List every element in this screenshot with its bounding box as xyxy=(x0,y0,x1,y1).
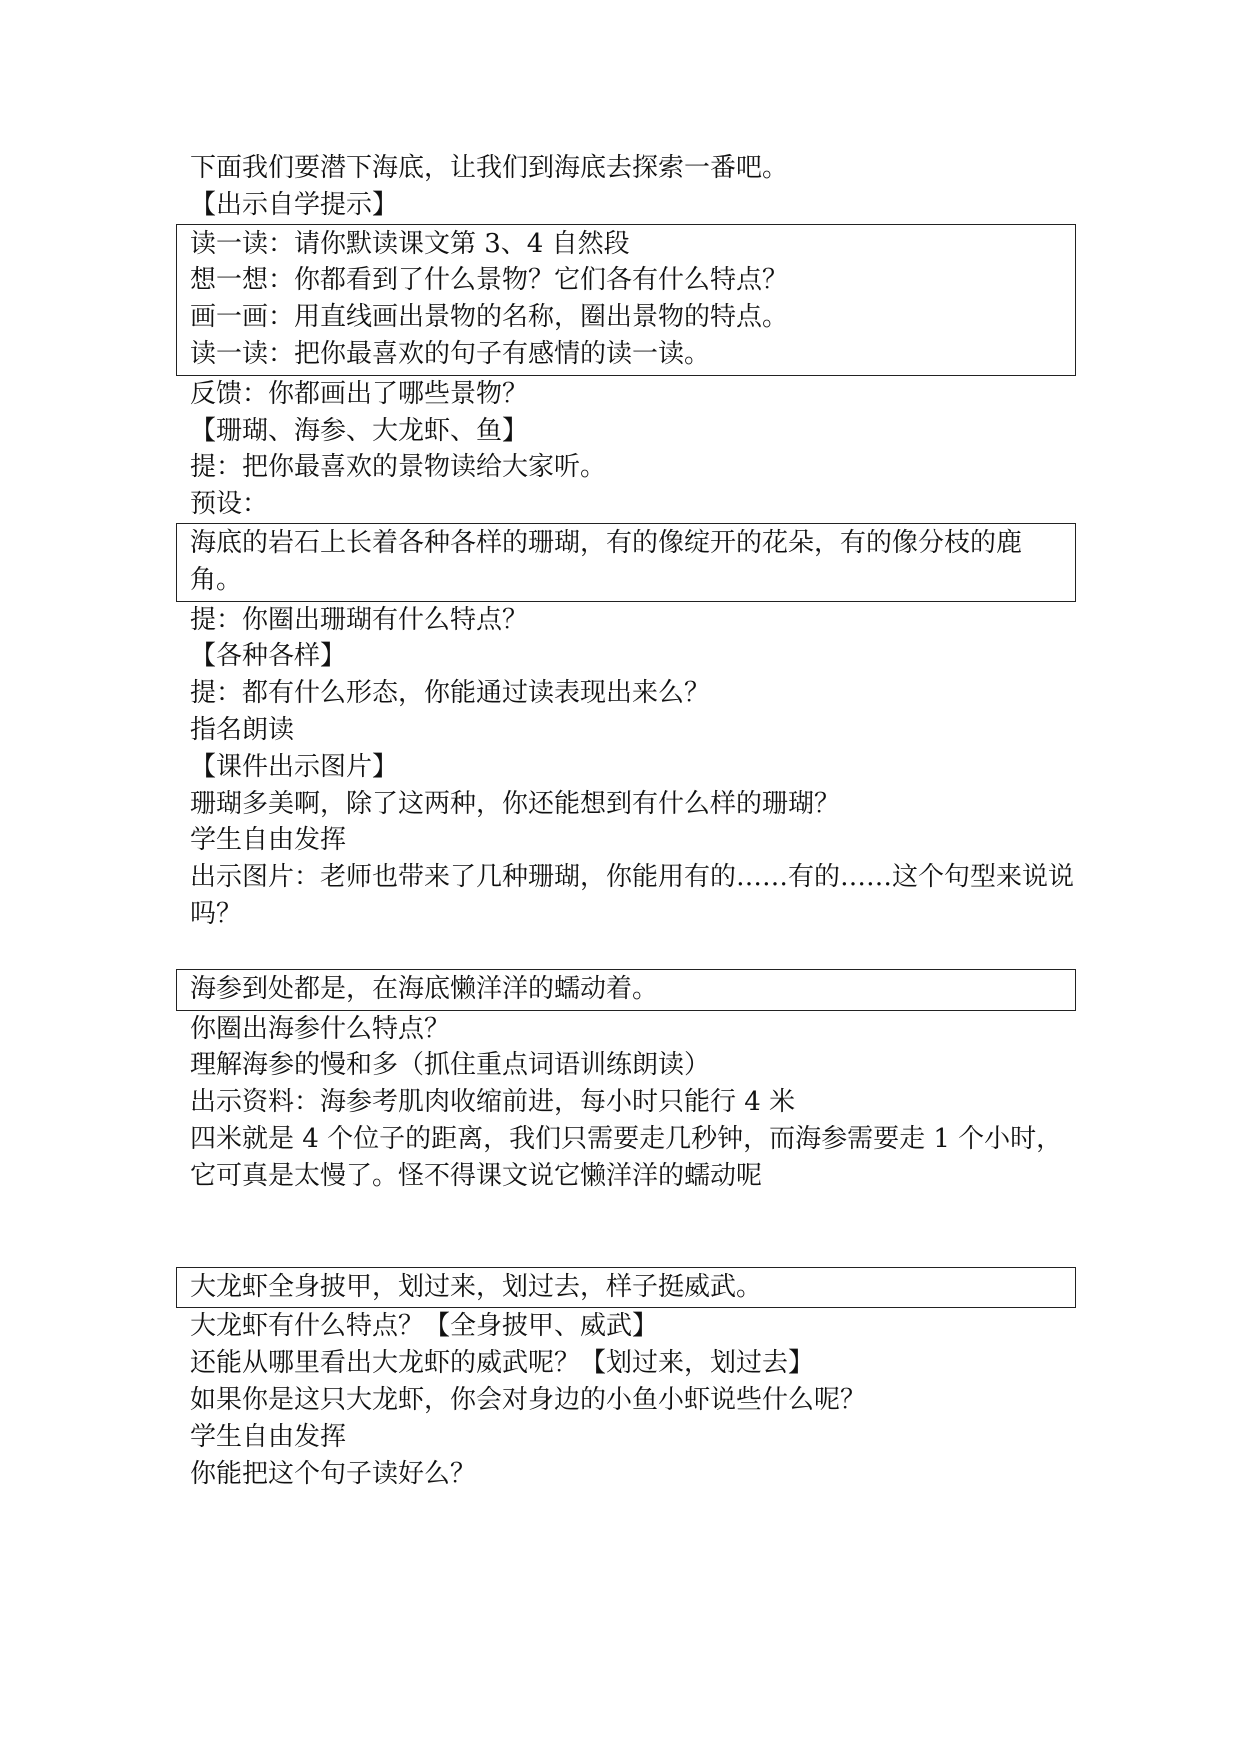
coral-question-1: 提：你圈出珊瑚有什么特点？ xyxy=(190,604,529,635)
lobster-free-response: 学生自由发挥 xyxy=(190,1421,347,1452)
coral-free-response: 学生自由发挥 xyxy=(190,825,347,856)
coral-quote: 海底的岩石上长着各种各样的珊瑚，有的像绽开的花朵，有的像分枝的鹿角。 xyxy=(190,527,1023,595)
coral-question-2: 提：都有什么形态，你能通过读表现出来么？ xyxy=(190,678,711,709)
coral-question-3: 珊瑚多美啊，除了这两种，你还能想到有什么样的珊瑚？ xyxy=(190,788,841,819)
lobster-quote-box xyxy=(176,1267,1076,1309)
coral-slide-note: 【课件出示图片】 xyxy=(190,751,399,782)
tip-read-line: 读一读：请你默读课文第 3、4 自然段 xyxy=(190,228,630,259)
spacer xyxy=(190,933,1080,969)
lobster-read-prompt: 你能把这个句子读好么？ xyxy=(190,1458,477,1489)
sea-cucumber-quote-box xyxy=(176,969,1076,1011)
lobster-question-2: 还能从哪里看出大龙虾的威武呢？【划过来，划过去】 xyxy=(190,1348,815,1379)
document-body xyxy=(190,150,1080,1492)
coral-pictures-text: 出示图片：老师也带来了几种珊瑚，你能用有的……有的……这个句型来说说吗？ xyxy=(190,862,1075,929)
spacer xyxy=(190,1195,1080,1267)
intro-text: 下面我们要潜下海底，让我们到海底去探索一番吧。 xyxy=(190,153,789,183)
sea-cucumber-understanding: 理解海参的慢和多（抓住重点词语训练朗读） xyxy=(190,1050,711,1081)
lobster-quote: 大龙虾全身披甲，划过来，划过去，样子挺威武。 xyxy=(190,1271,763,1302)
prompt-read-text: 提：把你最喜欢的景物读给大家听。 xyxy=(190,452,607,483)
feedback-text: 反馈：你都画出了哪些景物？ xyxy=(190,378,529,409)
self-study-tips-box xyxy=(176,224,1076,376)
tip-draw-line: 画一画：用直线画出景物的名称，圈出景物的特点。 xyxy=(190,302,789,333)
lobster-question-3: 如果你是这只大龙虾，你会对身边的小鱼小虾说些什么呢？ xyxy=(190,1384,867,1415)
sea-cucumber-paragraph: 四米就是 4 个位子的距离，我们只需要走几秒钟，而海参需要走 1 个小时，它可真是太慢了。怪不得课文说它懒洋洋的蠕动呢 xyxy=(190,1123,1063,1191)
sea-cucumber-material: 出示资料：海参考肌肉收缩前进，每小时只能行 4 米 xyxy=(190,1087,796,1118)
coral-answer-1: 【各种各样】 xyxy=(190,641,347,672)
preset-label: 预设： xyxy=(190,489,269,520)
tip-think-line: 想一想：你都看到了什么景物？它们各有什么特点？ xyxy=(190,265,789,296)
tip-reread-line: 读一读：把你最喜欢的句子有感情的读一读。 xyxy=(190,338,711,369)
coral-reading-step: 指名朗读 xyxy=(190,714,295,745)
coral-quote-box xyxy=(176,523,1076,602)
sea-cucumber-quote: 海参到处都是，在海底懒洋洋的蠕动着。 xyxy=(190,973,659,1004)
lobster-question-1: 大龙虾有什么特点？【全身披甲、威武】 xyxy=(190,1311,659,1342)
sea-cucumber-question: 你圈出海参什么特点？ xyxy=(190,1013,451,1044)
show-tips-heading: 【出示自学提示】 xyxy=(190,189,399,220)
scenery-list: 【珊瑚、海参、大龙虾、鱼】 xyxy=(190,415,529,446)
